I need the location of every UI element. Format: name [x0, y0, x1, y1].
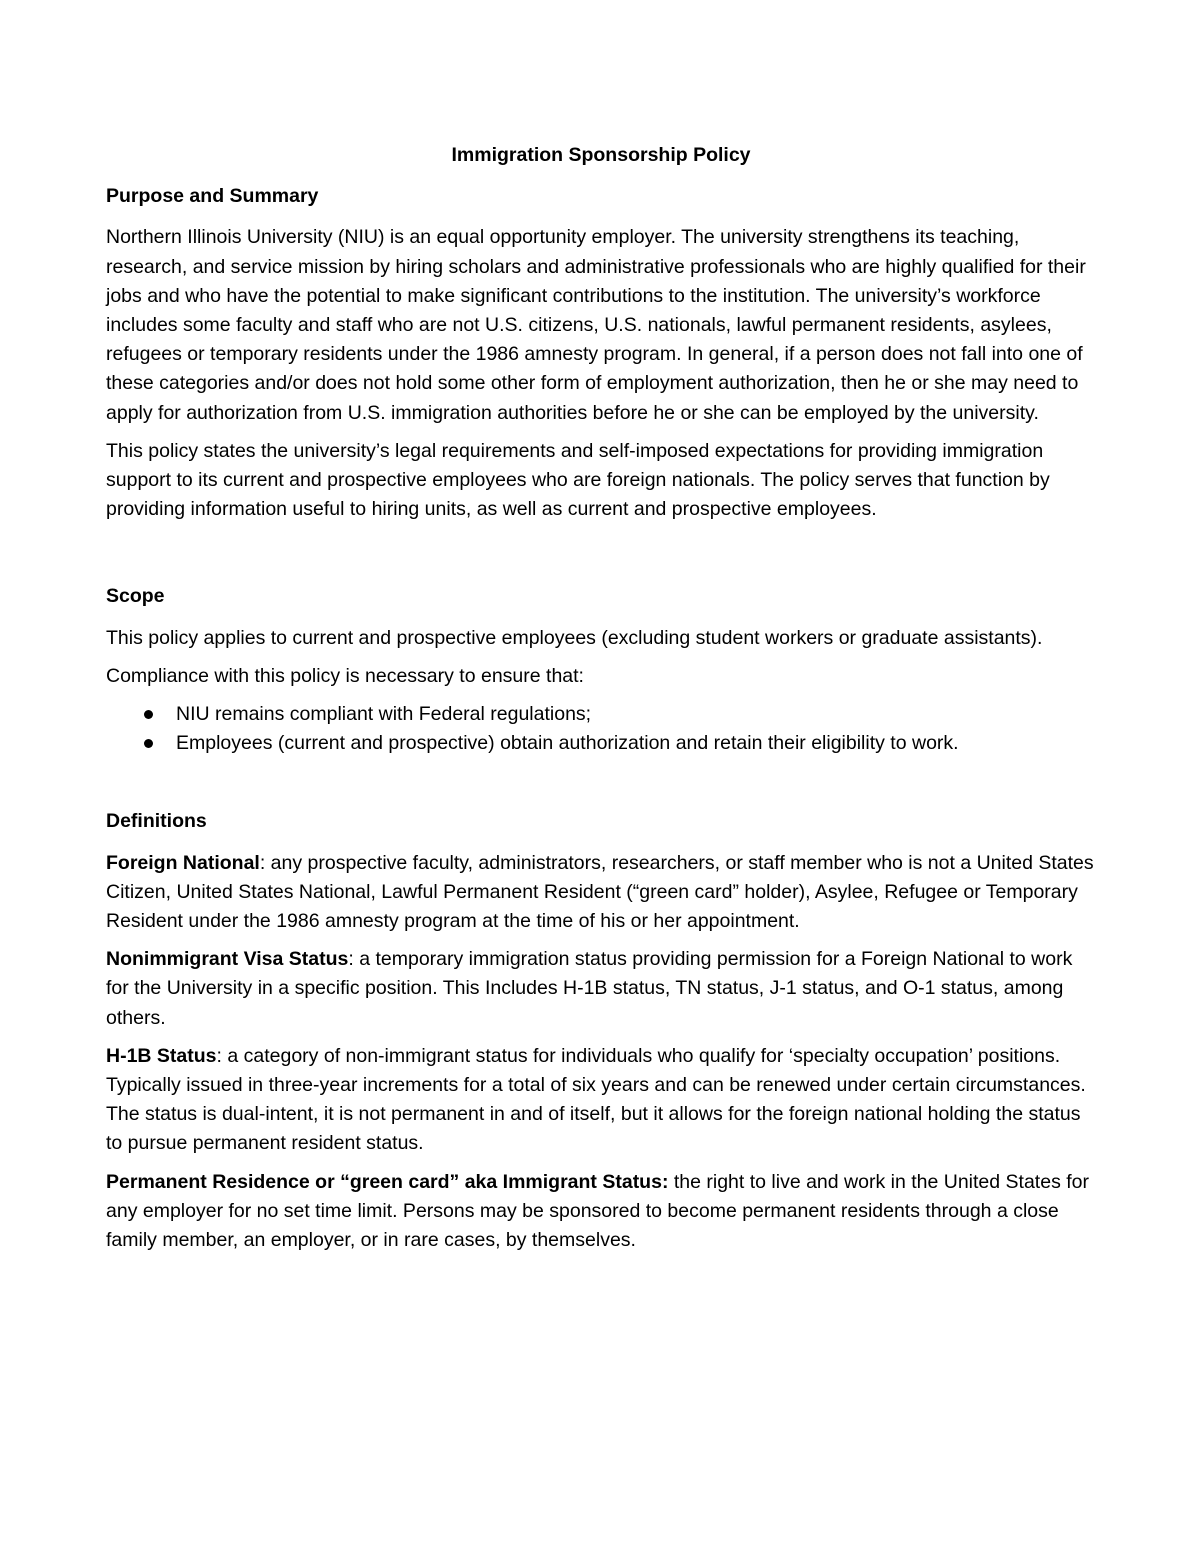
- purpose-heading: Purpose and Summary: [106, 185, 319, 208]
- scope-paragraph-2: Compliance with this policy is necessary to ensure that:: [106, 664, 584, 687]
- section-spacer: [106, 533, 1096, 582]
- scope-paragraph-1: This policy applies to current and prospective employees (excluding student workers or graduate assistants).: [106, 626, 1043, 649]
- definition-text: the right to live and work in the United States for any employer for no set time limit. Persons may be sponsored to become permanent residents through a close family member, an employer, or in rare cases, by themselves.: [106, 1170, 1089, 1252]
- definition-term: Foreign National: [106, 851, 260, 874]
- document-page: [106, 141, 1096, 1264]
- bullet-text: Employees (current and prospective) obtain authorization and retain their eligibility to work.: [176, 732, 959, 755]
- purpose-paragraph-2: This policy states the university’s legal requirements and self-imposed expectations for providing immigration support to its current and prospective employees who are foreign nationals. The policy serves that function by providing information useful to hiring units, as well as current and prospective employees.: [106, 439, 1050, 521]
- definition-text: any prospective faculty, administrators, researchers, or staff member who is not a United States Citizen, United States National, Lawful Permanent Resident (“green card” holder), Asylee, Refugee or Temporary Resident under the 1986 amnesty program at the time of his or her appointment.: [106, 851, 1094, 933]
- definition-term: H-1B Status: [106, 1044, 217, 1067]
- definition-separator: :: [348, 948, 354, 971]
- definition-text: a category of non-immigrant status for individuals who qualify for ‘specialty occupation’ positions. Typically issued in three-year increments for a total of six years and can be renewed under certain circumstances. The status is dual-intent, it is not permanent in and of itself, but it allows for the foreign national holding the status to pursue permanent resident status.: [106, 1044, 1086, 1155]
- definition-separator: :: [259, 851, 266, 874]
- scope-heading: Scope: [106, 585, 165, 608]
- definitions-heading: Definitions: [106, 810, 207, 833]
- definition-separator: :: [216, 1044, 222, 1067]
- bullet-icon: [144, 739, 153, 748]
- definition-text: a temporary immigration status providing permission for a Foreign National to work for the University in a specific position. This Includes H-1B status, TN status, J-1 status, and O-1 status, among others.: [106, 948, 1073, 1029]
- definition-nonimmigrant-visa-status: [106, 945, 1096, 1033]
- scope-bullet-list: [106, 700, 1096, 758]
- definition-term: Permanent Residence or “green card” aka Immigrant Status:: [106, 1170, 669, 1193]
- definition-term: Nonimmigrant Visa Status: [106, 948, 349, 971]
- list-item: [106, 729, 1096, 758]
- definition-foreign-national: [106, 849, 1096, 937]
- bullet-text: NIU remains compliant with Federal regulations;: [176, 703, 592, 726]
- definition-permanent-residence: [106, 1168, 1096, 1256]
- bullet-icon: [144, 710, 153, 719]
- list-item: [106, 700, 1096, 729]
- section-spacer: [106, 758, 1096, 807]
- definition-h1b-status: [106, 1042, 1096, 1159]
- purpose-paragraph-1: Northern Illinois University (NIU) is an equal opportunity employer. The university strengthens its teaching, research, and service mission by hiring scholars and administrative professionals who are highly qualified for their jobs and who have the potential to make significant contributions to the institution. The university’s workforce includes some faculty and staff who are not U.S. citizens, U.S. nationals, lawful permanent residents, asylees, refugees or temporary residents under the 1986 amnesty program. In general, if a person does not fall into one of these categories and/or does not hold some other form of employment authorization, then he or she may need to apply for authorization from U.S. immigration authorities before he or she can be employed by the university.: [106, 226, 1086, 424]
- document-title: Immigration Sponsorship Policy: [451, 144, 751, 166]
